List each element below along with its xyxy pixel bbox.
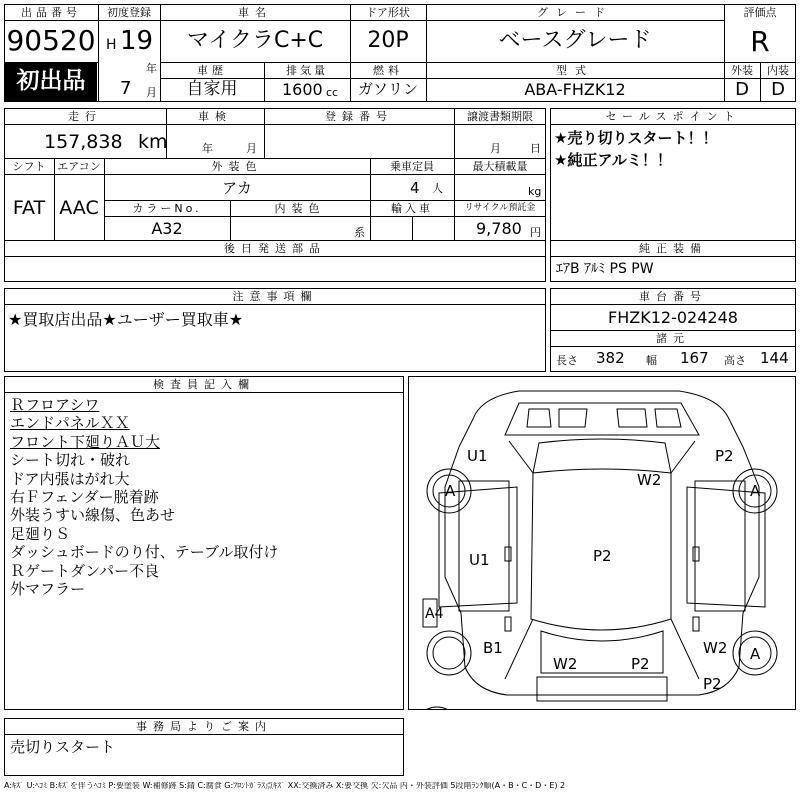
- damage-mark: A: [750, 645, 761, 663]
- dims-label: 諸元: [656, 332, 690, 345]
- damage-mark: W2: [703, 639, 728, 657]
- model-label: 型式: [556, 64, 594, 77]
- first-reg-label: 初度登録: [107, 6, 151, 19]
- mileage-unit: km: [138, 131, 168, 153]
- damage-mark: W2: [637, 471, 662, 489]
- exterior: D: [735, 79, 749, 100]
- capacity: 4: [410, 179, 420, 197]
- capacity-unit: 人: [432, 182, 443, 195]
- damage-mark: A: [750, 482, 761, 500]
- damage-mark: U1: [467, 447, 488, 465]
- grade: ベースグレード: [498, 28, 652, 53]
- displacement-unit: cc: [326, 86, 339, 99]
- damage-diagram: [408, 376, 796, 710]
- sales-point-line: ★売り切りスタート！！: [554, 129, 718, 147]
- damage-mark: P2: [715, 447, 734, 465]
- equipment-label: 純正装備: [639, 242, 707, 255]
- legend: A:ｷｽﾞ U:ﾍｺﾐ B:ｷｽﾞを伴うﾍｺﾐ P:要塗装 W:補修跡 S:錆 C:腐食 G:ﾌﾛﾝﾄｶﾞﾗｽ点ｷｽﾞ XX:交換済み X:要交換 欠:欠品 内・外装評価 5段階ﾗﾝｸ順(A・B・C・D・E) 2: [4, 782, 566, 790]
- notes-text: ★買取店出品★ユーザー買取車★: [8, 310, 244, 329]
- damage-mark: A4: [425, 606, 444, 622]
- damage-mark: B1: [483, 639, 503, 657]
- car-name: マイクラC+C: [186, 28, 324, 53]
- inspector-label: 検査員記入欄: [153, 378, 255, 391]
- ac: AAC: [59, 197, 99, 219]
- year: 19: [120, 26, 154, 56]
- damage-mark: P2: [593, 547, 612, 565]
- recycle-unit: 円: [530, 226, 541, 239]
- inspector-note-line: ドア内張はがれ大: [10, 469, 130, 488]
- transfer-day-unit: 日: [530, 142, 541, 155]
- car-name-label: 車名: [238, 6, 272, 19]
- height: 144: [760, 349, 789, 367]
- inspection-month-unit: 月: [246, 142, 257, 155]
- first-listing-text: 初出品: [16, 68, 86, 94]
- recycle-fee: 9,780: [476, 219, 522, 238]
- transfer-deadline-label: 譲渡書類期限: [467, 110, 533, 123]
- shift-label: シフト: [12, 160, 46, 173]
- import-label: 輸入車: [391, 202, 433, 215]
- length: 382: [596, 349, 625, 367]
- lot-number-label: 出品番号: [21, 6, 81, 19]
- color-no-label: カラーNo.: [132, 202, 202, 215]
- inspector-note-line: フロント下廻りＡＵ大: [10, 432, 161, 451]
- damage-mark: W2: [553, 655, 578, 673]
- year-unit: 年: [146, 62, 157, 75]
- capacity-label: 乗車定員: [390, 160, 434, 173]
- exterior-label: 外装: [731, 64, 753, 77]
- history-label: 車歴: [197, 64, 227, 77]
- notes-label: 注意事項欄: [232, 290, 318, 303]
- damage-mark: P2: [631, 655, 650, 673]
- inspection-label: 車検: [198, 110, 232, 123]
- displacement: 1600: [282, 80, 323, 99]
- sales-points-label: セールスポイント: [605, 110, 741, 123]
- transfer-month-unit: 月: [490, 142, 501, 155]
- inspection-year-unit: 年: [202, 142, 213, 155]
- model: ABA-FHZK12: [524, 80, 626, 99]
- history: 自家用: [186, 79, 238, 99]
- color-label: 外装色: [211, 160, 263, 173]
- max-load-label: 最大積載量: [472, 160, 528, 173]
- max-load-unit: kg: [528, 185, 542, 198]
- inspector-note-line: 外装うすい線傷、色あせ: [10, 506, 176, 525]
- color-no: A32: [151, 219, 183, 238]
- door-label: ドア形状: [366, 6, 410, 19]
- fuel-label: 燃料: [373, 64, 403, 77]
- damage-mark: A: [445, 482, 456, 500]
- office-label: 事務局よりご案内: [136, 720, 272, 733]
- score-label: 評価点: [743, 6, 777, 19]
- ac-label: エアコン: [57, 160, 101, 173]
- inspector-note-line: 右Ｆフェンダー脱着跡: [10, 488, 159, 506]
- damage-mark: P2: [703, 675, 722, 693]
- interior-color-label: 内装色: [274, 202, 326, 215]
- length-label: 長さ: [556, 354, 578, 367]
- era: H: [106, 37, 117, 53]
- width-label: 幅: [646, 354, 657, 367]
- damage-mark: U1: [469, 551, 490, 569]
- lot-number: 90520: [6, 24, 96, 57]
- chassis-label: 車台番号: [639, 290, 707, 303]
- interior-color-unit: 系: [354, 226, 365, 239]
- height-label: 高さ: [724, 354, 746, 367]
- recycle-label: リサイクル預託金: [464, 203, 536, 213]
- shift: FAT: [12, 197, 46, 219]
- month-unit: 月: [146, 86, 157, 99]
- inspector-note-line: 足廻りＳ: [10, 524, 71, 543]
- office-text: 売切りスタート: [10, 738, 116, 756]
- equipment-value: ｴｱB ｱﾙﾐ PS PW: [556, 261, 654, 277]
- reg-number-label: 登録番号: [325, 110, 393, 123]
- month: 7: [120, 78, 132, 99]
- inspector-note-line: Ｒフロアシワ: [10, 396, 100, 414]
- mileage-label: 走行: [68, 110, 102, 123]
- grade-label: グレード: [537, 6, 613, 19]
- interior-label: 内装: [767, 64, 789, 77]
- door: 20P: [367, 28, 409, 53]
- parts-label: 後日発送部品: [224, 242, 326, 255]
- mileage: 157,838: [44, 131, 123, 153]
- color: アカ: [222, 179, 252, 197]
- inspector-note-line: Ｒゲートダンパー不良: [10, 561, 160, 580]
- score: R: [750, 25, 770, 58]
- inspector-note-line: 外マフラー: [10, 580, 86, 598]
- interior: D: [771, 79, 785, 100]
- car-diagram: [409, 377, 795, 709]
- displacement-label: 排気量: [286, 64, 328, 77]
- inspector-note-line: ダッシュボードのり付、テーブル取付け: [10, 543, 279, 562]
- inspector-note-line: エンドパネルＸＸ: [10, 414, 130, 433]
- inspector-note-line: シート切れ・破れ: [10, 451, 131, 470]
- width: 167: [680, 349, 709, 367]
- sales-point-line: ★純正アルミ！！: [554, 151, 672, 169]
- chassis-number: FHZK12-024248: [608, 308, 738, 327]
- fuel: ガソリン: [357, 80, 418, 98]
